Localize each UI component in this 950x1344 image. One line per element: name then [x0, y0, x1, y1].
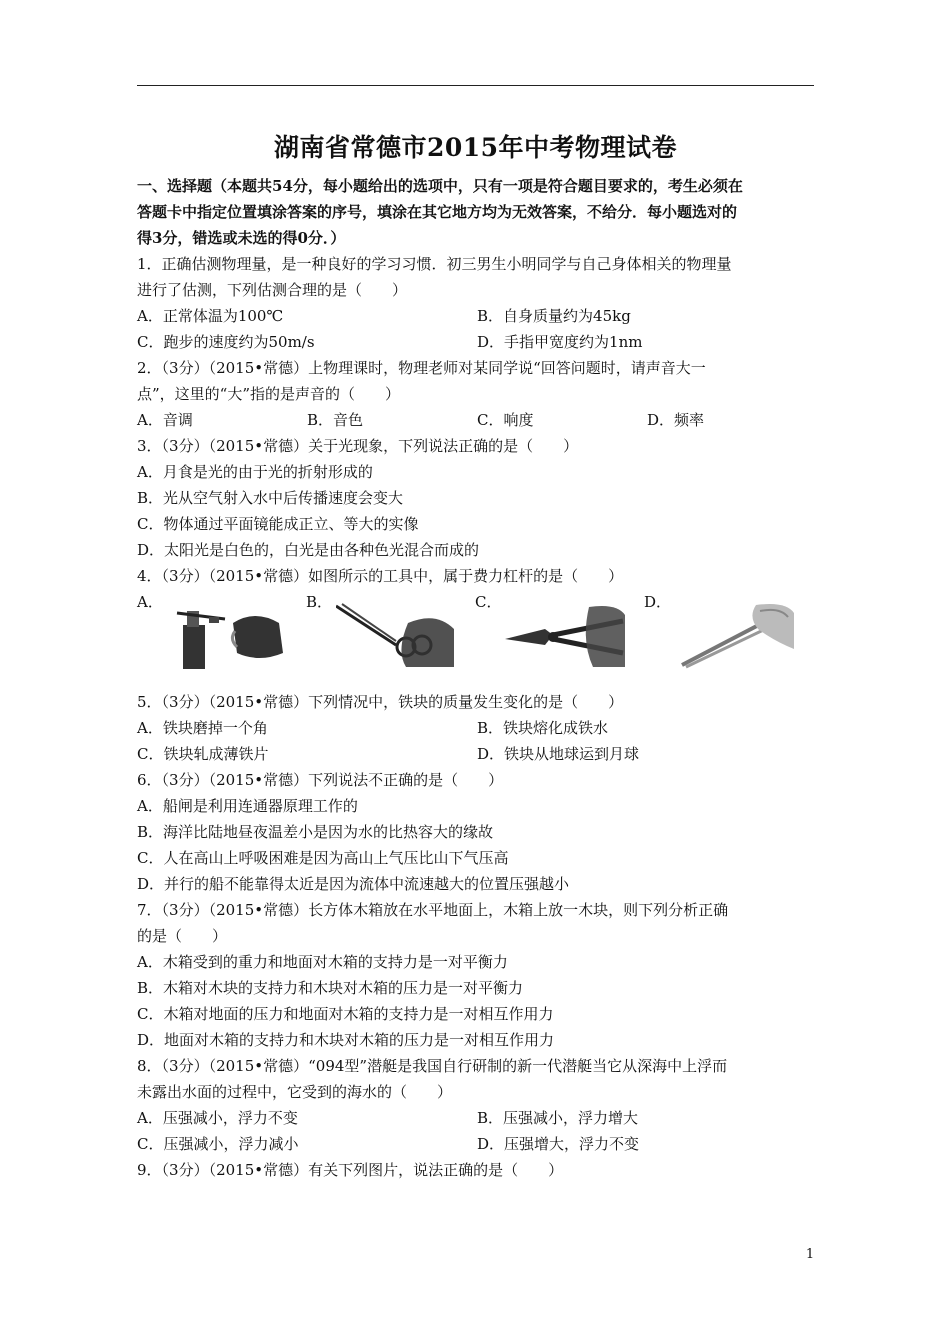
option-a: A．正常体温为100℃	[137, 307, 284, 325]
question-2	[137, 355, 817, 433]
question-text: 8．（3分）（2015•常德）“094型”潜艇是我国自行研制的新一代潜艇当它从深海中上浮而	[137, 1057, 728, 1075]
tweezers-image	[674, 601, 798, 671]
exam-content	[137, 173, 817, 1183]
question-8	[137, 1053, 817, 1157]
option-c: C．压强减小，浮力减小	[137, 1135, 299, 1153]
option-b: B．光从空气射入水中后传播速度会变大	[137, 489, 404, 507]
option-c: C．响度	[477, 411, 534, 429]
option-c: C．物体通过平面镜能成正立、等大的实像	[137, 515, 419, 533]
option-c: C．铁块轧成薄铁片	[137, 745, 269, 763]
question-3	[137, 433, 817, 563]
options-row	[137, 329, 817, 355]
option-d: D．太阳光是白色的，白光是由各种色光混合而成的	[137, 541, 480, 559]
options-row	[137, 303, 817, 329]
option-d: D．地面对木箱的支持力和木块对木箱的压力是一对相互作用力	[137, 1031, 555, 1049]
question-text: 6．（3分）（2015•常德）下列说法不正确的是（ ）	[137, 771, 504, 789]
option-d: D．并行的船不能靠得太近是因为流体中流速越大的位置压强越小	[137, 875, 570, 893]
option-c: C．人在高山上呼吸困难是因为高山上气压比山下气压高	[137, 849, 509, 867]
question-4	[137, 563, 817, 689]
option-a	[137, 589, 306, 689]
option-a: A．船闸是利用连通器原理工作的	[137, 797, 358, 815]
options-row	[137, 741, 817, 767]
option-a: A．压强减小，浮力不变	[137, 1109, 298, 1127]
page-title: 湖南省常德市2015年中考物理试卷	[273, 133, 678, 162]
question-text: 的是（ ）	[137, 927, 228, 945]
option-b: B．木箱对木块的支持力和木块对木箱的压力是一对平衡力	[137, 979, 524, 997]
option-b: B．海洋比陆地昼夜温差小是因为水的比热容大的缘故	[137, 823, 494, 841]
pliers-image	[505, 601, 629, 671]
question-5	[137, 689, 817, 767]
question-text: 5．（3分）（2015•常德）下列情况中，铁块的质量发生变化的是（ ）	[137, 693, 624, 711]
question-1	[137, 251, 817, 355]
option-d: D．频率	[647, 411, 705, 429]
question-text: 3．（3分）（2015•常德）关于光现象，下列说法正确的是（ ）	[137, 437, 579, 455]
option-a: A．月食是光的由于光的折射形成的	[137, 463, 373, 481]
question-9	[137, 1157, 817, 1183]
question-text: 未露出水面的过程中，它受到的海水的（ ）	[137, 1083, 453, 1101]
options-row	[137, 1131, 817, 1157]
option-label: C．	[475, 593, 502, 611]
bottle-opener-image	[167, 601, 287, 671]
image-options-row	[137, 589, 817, 689]
option-c: C．木箱对地面的压力和地面对木箱的支持力是一对相互作用力	[137, 1005, 554, 1023]
option-c	[475, 589, 644, 689]
option-b: B．音色	[307, 411, 364, 429]
question-text: 进行了估测，下列估测合理的是（ ）	[137, 281, 408, 299]
option-c: C．跑步的速度约为50m/s	[137, 333, 315, 351]
option-d	[644, 589, 813, 689]
question-6	[137, 767, 817, 897]
question-text: 1．正确估测物理量，是一种良好的学习习惯．初三男生小明同学与自己身体相关的物理量	[137, 255, 732, 273]
option-label: A．	[137, 593, 163, 611]
option-b: B．压强减小，浮力增大	[477, 1109, 639, 1127]
option-label: B．	[306, 593, 333, 611]
option-a: A．音调	[137, 411, 193, 429]
scissors-image	[336, 601, 456, 671]
question-7	[137, 897, 817, 1053]
page-number: 1	[805, 1247, 815, 1262]
header-rule	[137, 85, 814, 86]
options-row	[137, 407, 817, 433]
option-d: D．压强增大，浮力不变	[477, 1135, 640, 1153]
section-line: 一、选择题（本题共54分，每小题给出的选项中，只有一项是符合题目要求的，考生必须在	[137, 177, 743, 195]
question-text: 2．（3分）（2015•常德）上物理课时，物理老师对某同学说“回答问题时，请声音大一	[137, 359, 706, 377]
option-b	[306, 589, 475, 689]
option-d: D．手指甲宽度约为1nm	[477, 333, 643, 351]
option-b: B．铁块熔化成铁水	[477, 719, 609, 737]
options-row	[137, 715, 817, 741]
question-text: 点”，这里的“大”指的是声音的（ ）	[137, 385, 401, 403]
question-text: 4．（3分）（2015•常德）如图所示的工具中，属于费力杠杆的是（ ）	[137, 567, 624, 585]
option-a: A．木箱受到的重力和地面对木箱的支持力是一对平衡力	[137, 953, 508, 971]
question-text: 9．（3分）（2015•常德）有关下列图片，说法正确的是（ ）	[137, 1161, 564, 1179]
option-d: D．铁块从地球运到月球	[477, 745, 640, 763]
option-label: D．	[644, 593, 672, 611]
options-row	[137, 1105, 817, 1131]
option-b: B．自身质量约为45kg	[477, 307, 631, 325]
section-line: 答题卡中指定位置填涂答案的序号，填涂在其它地方均为无效答案，不给分．每小题选对的	[137, 203, 738, 221]
section-instructions	[137, 173, 817, 251]
option-a: A．铁块磨掉一个角	[137, 719, 268, 737]
section-line: 得3分，错选或未选的得0分．）	[137, 229, 346, 247]
question-text: 7．（3分）（2015•常德）长方体木箱放在水平地面上，木箱上放一木块，则下列分析正确	[137, 901, 729, 919]
